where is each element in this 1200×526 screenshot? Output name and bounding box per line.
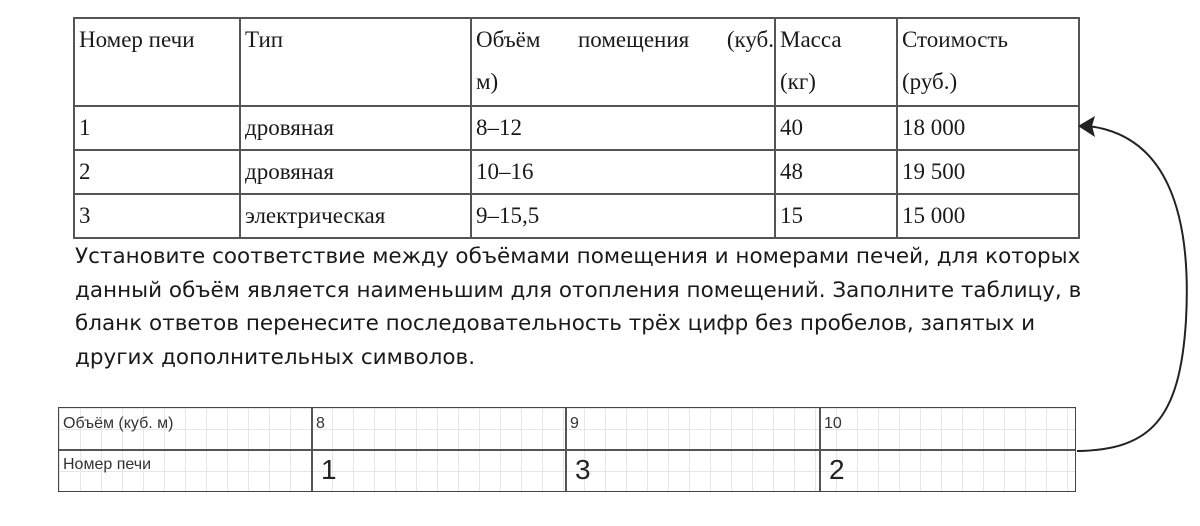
answer-stove-cell: 2: [829, 454, 845, 485]
cell-type: дровяная: [240, 150, 471, 194]
cell-type: электрическая: [240, 194, 471, 238]
cell-volume: 10–16: [471, 150, 775, 194]
answer-volume-cell: 10: [824, 415, 842, 432]
cell-number: 3: [74, 194, 240, 238]
header-stove-number: Номер печи: [74, 18, 240, 106]
answer-volume-cell: 8: [316, 415, 325, 432]
answer-stove-cell: 1: [321, 454, 337, 485]
cell-volume: 9–15,5: [471, 194, 775, 238]
answer-stove-label: Номер печи: [63, 456, 151, 473]
cell-mass: 15: [775, 194, 897, 238]
cell-cost: 18 000: [897, 106, 1079, 150]
answer-volume-cell: 9: [570, 415, 579, 432]
task-text: Установите соответствие между объёмами помещения и номерами печей, для которых данный объём является наименьшим для отопления помещений. Заполните таблицу, в бланк ответов перенесите последовательность трёх цифр без пробелов, запятых и других дополнительных символов.: [75, 244, 1082, 370]
cell-volume: 8–12: [471, 106, 775, 150]
cell-cost: 19 500: [897, 150, 1079, 194]
arrow-curve: [1077, 126, 1187, 451]
header-mass: Масса (кг): [775, 18, 897, 106]
cell-number: 2: [74, 150, 240, 194]
header-cost: Стоимость (руб.): [897, 18, 1079, 106]
cell-type: дровяная: [240, 106, 471, 150]
header-room-volume: Объём помещения (куб. м): [471, 18, 775, 106]
header-type: Тип: [240, 18, 471, 106]
cell-number: 1: [74, 106, 240, 150]
answer-volume-label: Объём (куб. м): [63, 415, 174, 432]
answer-stove-cell: 3: [575, 454, 591, 485]
cell-mass: 48: [775, 150, 897, 194]
cell-mass: 40: [775, 106, 897, 150]
cell-cost: 15 000: [897, 194, 1079, 238]
